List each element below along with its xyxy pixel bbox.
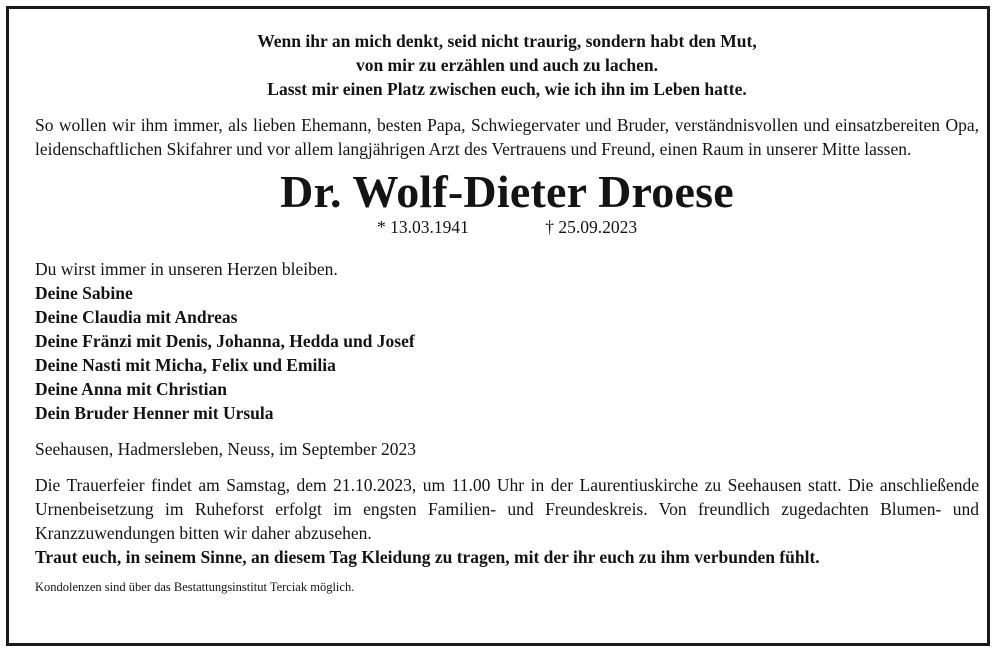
poem [35,29,979,101]
death-date: † 25.09.2023 [545,217,638,237]
life-dates [35,215,979,239]
service-paragraph: Die Trauerfeier findet am Samstag, dem 21.10.2023, um 11.00 Uhr in der Laurentiuskirche zu Seehausen statt. Die anschließende Urnenbeisetzung im Ruheforst erfolgt im engsten Familien- und Freundeskreis. Von freundlich zugedachten Blumen- und Kranzzuwendungen bitten wir daher abzusehen. [35,475,979,543]
family-member: Deine Nasti mit Micha, Felix und Emilia [35,355,336,375]
obituary-content [35,29,979,595]
family-member: Dein Bruder Henner mit Ursula [35,403,274,423]
family-member: Deine Anna mit Christian [35,379,228,399]
deceased-name: Dr. Wolf-Dieter Droese [280,166,734,217]
intro-paragraph: So wollen wir ihm immer, als lieben Ehemann, besten Papa, Schwiegervater und Bruder, verständnisvollen und einsatzbereiten Opa, leidenschaftlichen Skifahrer und vor allem langjährigen Arzt des Vertrauens und Freund, einen Raum in unserer Mitte lassen. [35,115,979,159]
family-intro: Du wirst immer in unseren Herzen bleiben. [35,259,338,279]
condolence-note: Kondolenzen sind über das Bestattungsinstitut Terciak möglich. [35,580,355,594]
family-list [35,257,979,425]
obituary-frame [6,6,990,646]
clothing-request: Traut euch, in seinem Sinne, an diesem Tag Kleidung zu tragen, mit der ihr euch zu ihm verbunden fühlt. [35,547,820,567]
family-member: Deine Sabine [35,283,133,303]
poem-line-3: Lasst mir einen Platz zwischen euch, wie ich ihn im Leben hatte. [267,79,747,99]
family-member: Deine Fränzi mit Denis, Johanna, Hedda und Josef [35,331,415,351]
poem-line-2: von mir zu erzählen und auch zu lachen. [355,55,659,75]
place-and-date: Seehausen, Hadmersleben, Neuss, im September 2023 [35,439,417,459]
poem-line-1: Wenn ihr an mich denkt, seid nicht traurig, sondern habt den Mut, [257,31,757,51]
birth-date: * 13.03.1941 [376,217,469,237]
family-member: Deine Claudia mit Andreas [35,307,238,327]
